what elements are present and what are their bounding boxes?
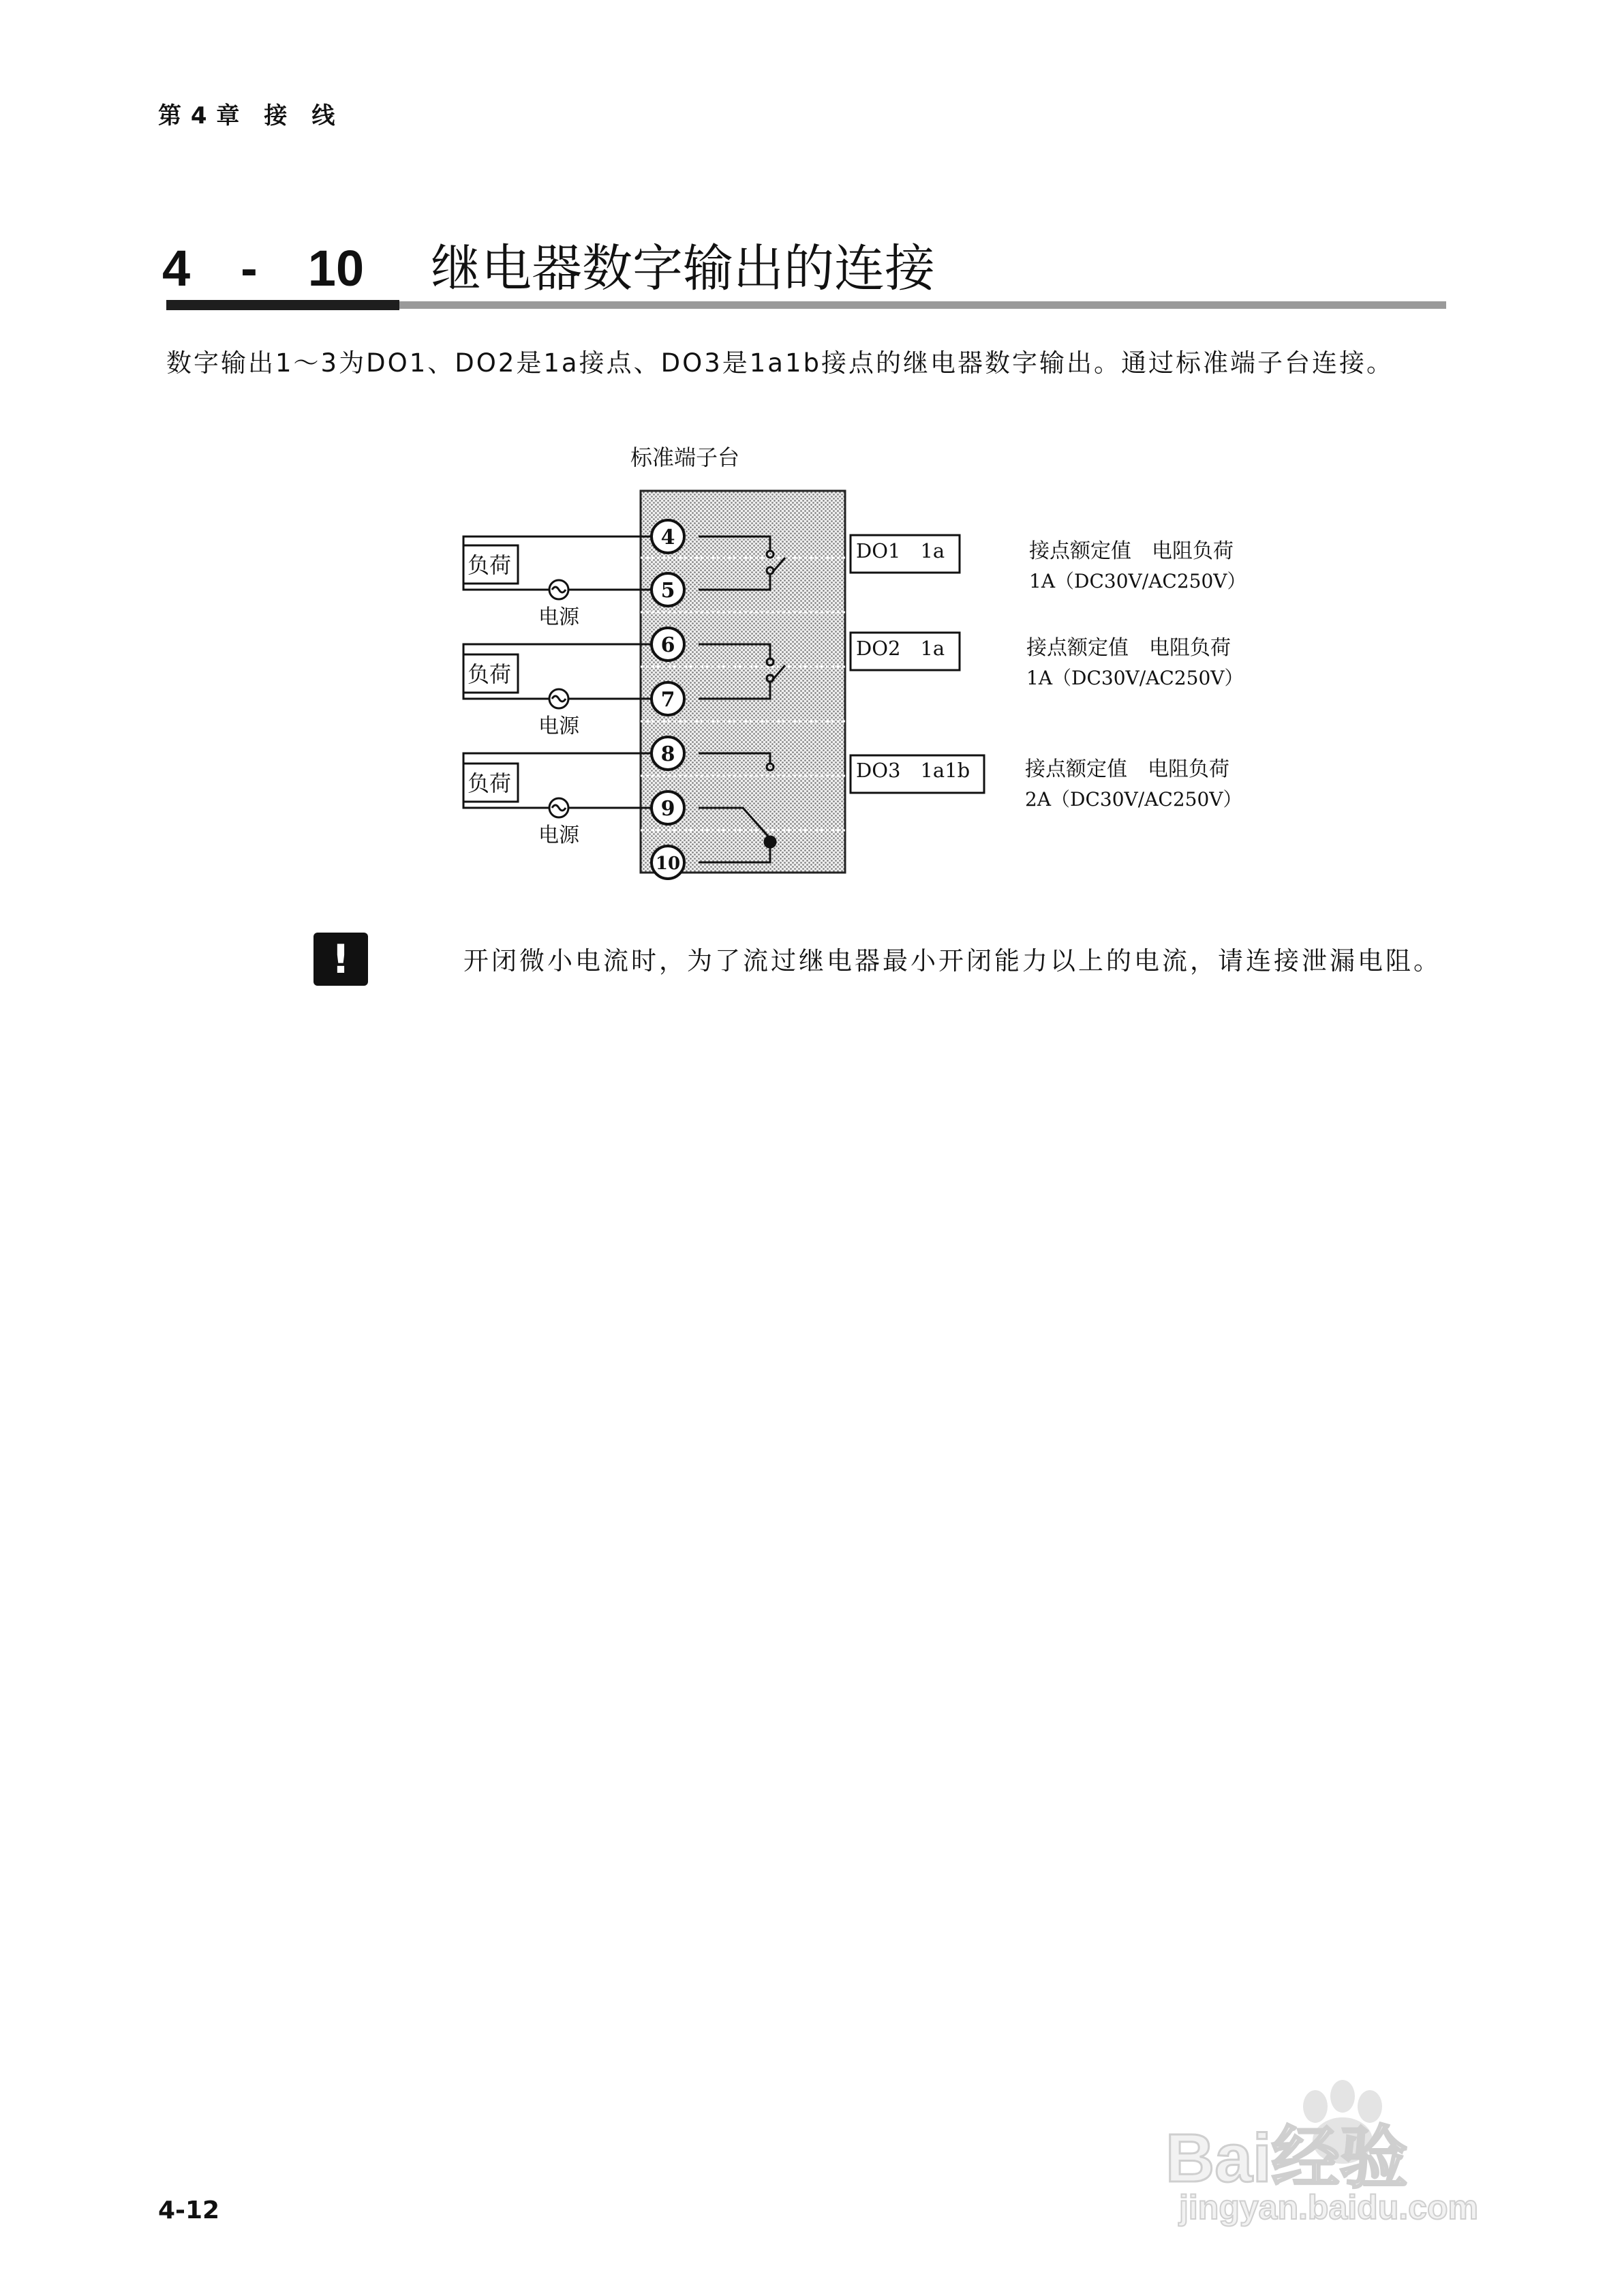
caution-note: 开闭微小电流时，为了流过继电器最小开闭能力以上的电流，请连接泄漏电阻。 xyxy=(463,946,1441,976)
intro-paragraph: 数字输出1～3为DO1、DO2是1a接点、DO3是1a1b接点的继电器数字输出。通过标准端子台连接。 xyxy=(166,348,1394,378)
terminal-8 xyxy=(652,737,684,770)
rating-do3-line2: 2A（DC30V/AC250V） xyxy=(1025,788,1242,811)
rating-do3-line1: 接点额定值 电阻负荷 xyxy=(1025,757,1229,781)
terminal-block-label: 标准端子台 xyxy=(630,444,740,470)
terminal-4 xyxy=(652,520,684,553)
load-label-2: 负荷 xyxy=(468,661,512,687)
svg-text:8: 8 xyxy=(660,742,675,766)
section-number: 4 - 10 xyxy=(162,240,365,297)
svg-text:10: 10 xyxy=(655,854,681,874)
watermark-brand: Bai经验 xyxy=(1165,2120,1408,2196)
terminal-7 xyxy=(652,682,684,715)
chapter-header: 第 4 章 接 线 xyxy=(158,102,336,130)
terminal-9 xyxy=(652,791,684,824)
baidu-watermark-logo xyxy=(1159,2079,1540,2229)
load-label-1: 负荷 xyxy=(468,552,512,578)
watermark-url: jingyan.baidu.com xyxy=(1179,2188,1478,2226)
page-number: 4-12 xyxy=(158,2196,220,2224)
rating-do1-line1: 接点额定值 电阻负荷 xyxy=(1029,539,1234,563)
terminal-10 xyxy=(652,846,684,879)
svg-text:4: 4 xyxy=(660,526,675,549)
output-label-do3: DO3 1a1b xyxy=(856,759,970,782)
power-label-2: 电源 xyxy=(538,714,579,738)
svg-text:6: 6 xyxy=(660,633,675,657)
svg-text:9: 9 xyxy=(660,797,675,821)
svg-text:7: 7 xyxy=(660,688,675,712)
terminal-6 xyxy=(652,628,684,661)
relay-wiring-diagram xyxy=(436,436,1309,927)
rating-do1-line2: 1A（DC30V/AC250V） xyxy=(1029,570,1246,592)
title-rule-light xyxy=(399,301,1446,309)
rating-do2-line2: 1A（DC30V/AC250V） xyxy=(1026,667,1244,689)
power-label-1: 电源 xyxy=(538,605,579,629)
svg-text:5: 5 xyxy=(660,579,675,603)
rating-do2-line1: 接点额定值 电阻负荷 xyxy=(1026,636,1231,660)
exclamation-icon: ! xyxy=(313,933,368,986)
title-rule-dark xyxy=(166,300,399,310)
output-label-do1: DO1 1a xyxy=(856,539,945,562)
load-label-3: 负荷 xyxy=(468,770,512,796)
terminal-5 xyxy=(652,573,684,606)
output-label-do2: DO2 1a xyxy=(856,637,945,660)
power-label-3: 电源 xyxy=(538,824,579,847)
section-title: 继电器数字输出的连接 xyxy=(431,239,935,298)
